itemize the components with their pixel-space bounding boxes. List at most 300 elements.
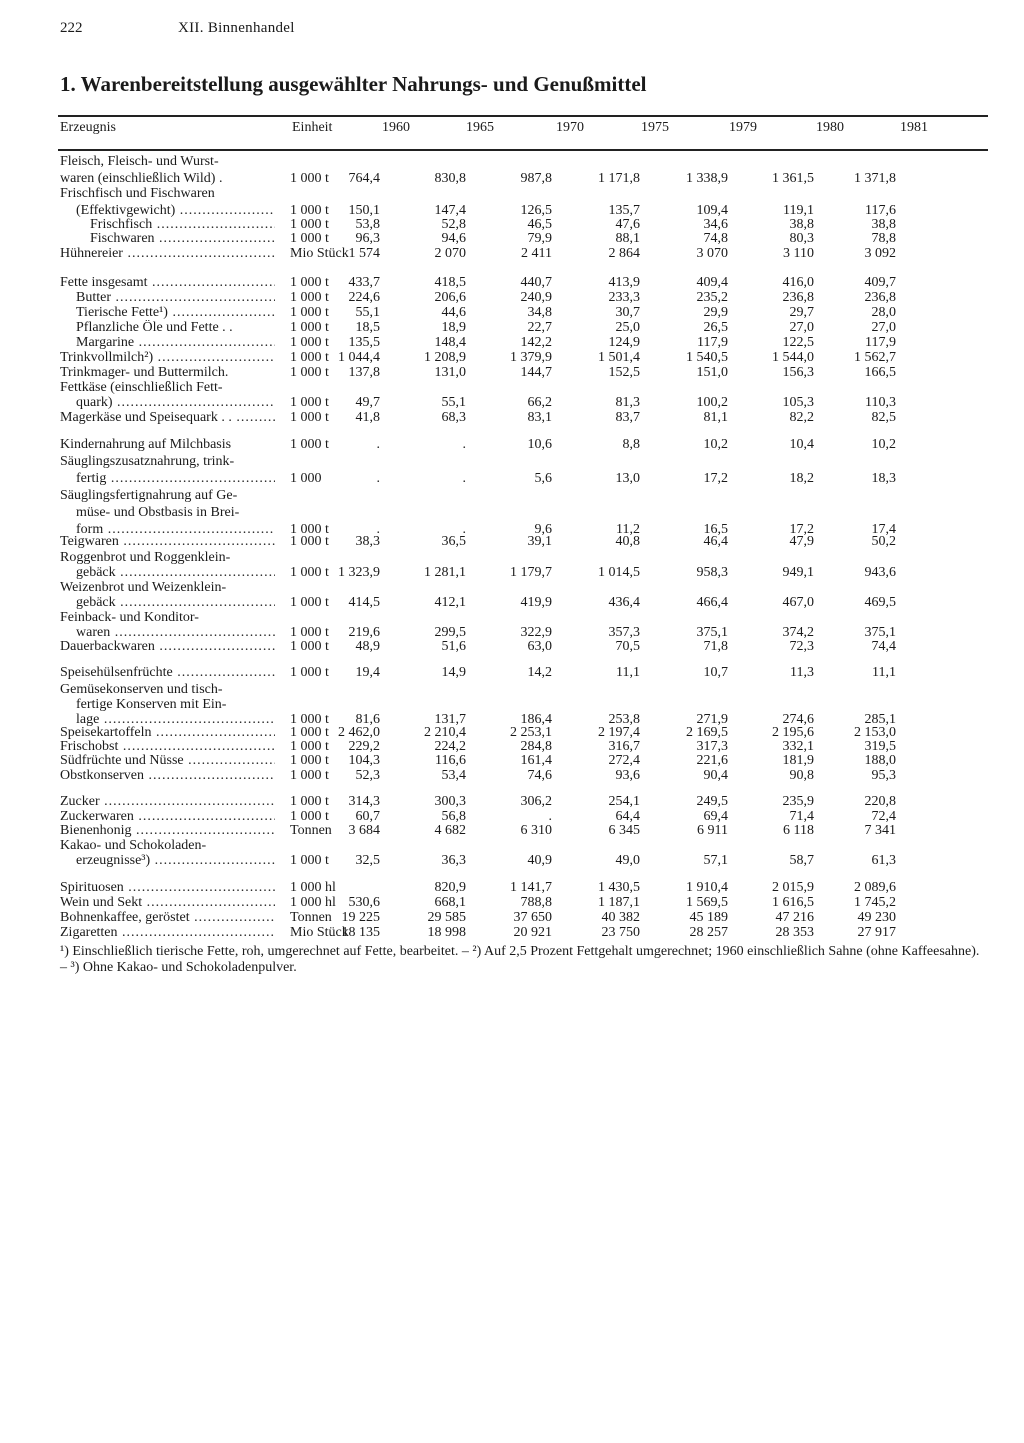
value-cell: 131,7 bbox=[434, 712, 466, 727]
table-row bbox=[60, 853, 990, 868]
table-row bbox=[60, 639, 990, 654]
table-row bbox=[60, 186, 990, 201]
value-cell: 229,2 bbox=[348, 739, 380, 754]
value-cell: 10,2 bbox=[703, 437, 728, 452]
value-cell: 74,6 bbox=[527, 768, 552, 783]
value-cell: 34,8 bbox=[527, 305, 552, 320]
table-row bbox=[60, 682, 990, 697]
value-cell: 13,0 bbox=[615, 471, 640, 486]
row-unit: 1 000 hl bbox=[290, 880, 336, 895]
table-row bbox=[60, 488, 990, 503]
value-cell: 79,9 bbox=[527, 231, 552, 246]
value-cell: 96,3 bbox=[355, 231, 380, 246]
value-cell: 188,0 bbox=[864, 753, 896, 768]
row-label: Zucker ..... bbox=[60, 794, 275, 809]
value-cell: 90,8 bbox=[789, 768, 814, 783]
row-label: Trinkmager- und Buttermilch. bbox=[60, 365, 229, 380]
value-cell: 1 745,2 bbox=[854, 895, 896, 910]
value-cell: 1 430,5 bbox=[598, 880, 640, 895]
row-unit: 1 000 t bbox=[290, 753, 329, 768]
value-cell: 317,3 bbox=[696, 739, 728, 754]
value-cell: 38,8 bbox=[789, 217, 814, 232]
value-cell: 148,4 bbox=[434, 335, 466, 350]
value-cell: 530,6 bbox=[348, 895, 380, 910]
value-cell: 467,0 bbox=[782, 595, 814, 610]
value-cell: 116,6 bbox=[435, 753, 466, 768]
value-cell: 987,8 bbox=[520, 171, 552, 186]
value-cell: 23 750 bbox=[601, 925, 640, 940]
value-cell: 1 208,9 bbox=[424, 350, 466, 365]
value-cell: 124,9 bbox=[608, 335, 640, 350]
value-cell: 20 921 bbox=[513, 925, 552, 940]
row-label: Zigaretten ..... bbox=[60, 925, 275, 940]
value-cell: 81,1 bbox=[703, 410, 728, 425]
value-cell: 74,4 bbox=[871, 639, 896, 654]
table-row bbox=[60, 595, 990, 610]
value-cell: 156,3 bbox=[782, 365, 814, 380]
row-unit: 1 000 t bbox=[290, 725, 329, 740]
row-unit: 1 000 t bbox=[290, 665, 329, 680]
row-label: Frischobst ..... bbox=[60, 739, 275, 754]
row-label: quark) ..... bbox=[60, 395, 275, 410]
value-cell: 1 540,5 bbox=[686, 350, 728, 365]
value-cell: 27,0 bbox=[789, 320, 814, 335]
value-cell: 48,9 bbox=[355, 639, 380, 654]
value-cell: 7 341 bbox=[864, 823, 896, 838]
value-cell: 18,9 bbox=[441, 320, 466, 335]
value-cell: 299,5 bbox=[434, 625, 466, 640]
column-header-6: 1979 bbox=[729, 120, 757, 135]
row-label: fertige Konserven mit Ein- bbox=[76, 697, 227, 712]
value-cell: 2 169,5 bbox=[686, 725, 728, 740]
value-cell: 82,5 bbox=[871, 410, 896, 425]
value-cell: 29,7 bbox=[789, 305, 814, 320]
column-header-1: Einheit bbox=[292, 120, 333, 135]
table-row bbox=[60, 437, 990, 452]
value-cell: 3 092 bbox=[864, 246, 896, 261]
value-cell: 93,6 bbox=[615, 768, 640, 783]
value-cell: 272,4 bbox=[608, 753, 640, 768]
table-row bbox=[60, 350, 990, 365]
value-cell: 3 684 bbox=[348, 823, 380, 838]
table-row bbox=[60, 471, 990, 486]
column-header-7: 1980 bbox=[816, 120, 844, 135]
value-cell: 40,8 bbox=[615, 534, 640, 549]
value-cell: 3 110 bbox=[783, 246, 814, 261]
value-cell: 2 153,0 bbox=[854, 725, 896, 740]
value-cell: 820,9 bbox=[434, 880, 466, 895]
value-cell: 58,7 bbox=[789, 853, 814, 868]
value-cell: 416,0 bbox=[782, 275, 814, 290]
value-cell: 1 574 bbox=[348, 246, 380, 261]
row-label: Spirituosen ..... bbox=[60, 880, 275, 895]
value-cell: 47 216 bbox=[775, 910, 814, 925]
row-label: gebäck ..... bbox=[60, 565, 275, 580]
value-cell: 45 189 bbox=[689, 910, 728, 925]
value-cell: 26,5 bbox=[703, 320, 728, 335]
value-cell: 39,1 bbox=[527, 534, 552, 549]
value-cell: 206,6 bbox=[434, 290, 466, 305]
value-cell: 2 253,1 bbox=[510, 725, 552, 740]
row-label: Fette insgesamt ..... bbox=[60, 275, 275, 290]
row-label: Feinback- und Konditor- bbox=[60, 610, 199, 625]
value-cell: 49,7 bbox=[355, 395, 380, 410]
value-cell: 236,8 bbox=[782, 290, 814, 305]
row-unit: 1 000 t bbox=[290, 853, 329, 868]
value-cell: 440,7 bbox=[520, 275, 552, 290]
table-row bbox=[60, 895, 990, 910]
value-cell: 166,5 bbox=[864, 365, 896, 380]
table-row bbox=[60, 550, 990, 565]
value-cell: 316,7 bbox=[608, 739, 640, 754]
value-cell: 53,4 bbox=[441, 768, 466, 783]
table-row bbox=[60, 305, 990, 320]
row-unit: 1 000 t bbox=[290, 768, 329, 783]
value-cell: 71,4 bbox=[789, 809, 814, 824]
value-cell: 68,3 bbox=[441, 410, 466, 425]
table-row bbox=[60, 753, 990, 768]
row-unit: 1 000 t bbox=[290, 290, 329, 305]
value-cell: 14,9 bbox=[441, 665, 466, 680]
value-cell: 1 361,5 bbox=[772, 171, 814, 186]
row-label: Margarine ..... bbox=[60, 335, 275, 350]
value-cell: . bbox=[376, 522, 380, 537]
value-cell: 409,7 bbox=[864, 275, 896, 290]
row-unit: 1 000 t bbox=[290, 712, 329, 727]
column-header-0: Erzeugnis bbox=[60, 120, 116, 135]
value-cell: 412,1 bbox=[434, 595, 466, 610]
value-cell: 66,2 bbox=[527, 395, 552, 410]
value-cell: 80,3 bbox=[789, 231, 814, 246]
value-cell: 88,1 bbox=[615, 231, 640, 246]
row-label: Fettkäse (einschließlich Fett- bbox=[60, 380, 223, 395]
value-cell: 55,1 bbox=[441, 395, 466, 410]
row-label: Bienenhonig ..... bbox=[60, 823, 275, 838]
row-unit: 1 000 t bbox=[290, 335, 329, 350]
table-row bbox=[60, 725, 990, 740]
column-header-8: 1981 bbox=[900, 120, 928, 135]
row-unit: 1 000 t bbox=[290, 395, 329, 410]
value-cell: . bbox=[376, 437, 380, 452]
value-cell: 47,9 bbox=[789, 534, 814, 549]
table-row bbox=[60, 565, 990, 580]
value-cell: 2 070 bbox=[434, 246, 466, 261]
value-cell: 18,5 bbox=[355, 320, 380, 335]
row-label: Pflanzliche Öle und Fette . . bbox=[76, 320, 233, 335]
value-cell: 1 910,4 bbox=[686, 880, 728, 895]
row-unit: 1 000 t bbox=[290, 625, 329, 640]
row-label: Kindernahrung auf Milchbasis bbox=[60, 437, 232, 452]
value-cell: 49,0 bbox=[615, 853, 640, 868]
value-cell: 1 562,7 bbox=[854, 350, 896, 365]
value-cell: 221,6 bbox=[696, 753, 728, 768]
table-row bbox=[60, 838, 990, 853]
table-row bbox=[60, 410, 990, 425]
value-cell: 220,8 bbox=[864, 794, 896, 809]
value-cell: 38,8 bbox=[871, 217, 896, 232]
value-cell: 1 569,5 bbox=[686, 895, 728, 910]
value-cell: 322,9 bbox=[520, 625, 552, 640]
value-cell: 374,2 bbox=[782, 625, 814, 640]
value-cell: 137,8 bbox=[348, 365, 380, 380]
row-unit: 1 000 hl bbox=[290, 895, 336, 910]
table-row bbox=[60, 171, 990, 186]
value-cell: 28,0 bbox=[871, 305, 896, 320]
value-cell: 10,2 bbox=[871, 437, 896, 452]
table-row bbox=[60, 335, 990, 350]
row-label: Weizenbrot und Weizenklein- bbox=[60, 580, 227, 595]
value-cell: 64,4 bbox=[615, 809, 640, 824]
table-row bbox=[60, 380, 990, 395]
value-cell: 11,2 bbox=[616, 522, 640, 537]
row-label: Zuckerwaren ..... bbox=[60, 809, 275, 824]
value-cell: 49 230 bbox=[857, 910, 896, 925]
value-cell: 151,0 bbox=[696, 365, 728, 380]
row-unit: 1 000 t bbox=[290, 275, 329, 290]
row-unit: 1 000 t bbox=[290, 595, 329, 610]
value-cell: 27,0 bbox=[871, 320, 896, 335]
value-cell: 6 310 bbox=[520, 823, 552, 838]
value-cell: 236,8 bbox=[864, 290, 896, 305]
row-unit: 1 000 t bbox=[290, 171, 329, 186]
value-cell: 81,6 bbox=[355, 712, 380, 727]
value-cell: 254,1 bbox=[608, 794, 640, 809]
row-label: erzeugnisse³) ..... bbox=[60, 853, 275, 868]
value-cell: 52,3 bbox=[355, 768, 380, 783]
column-header-4: 1970 bbox=[556, 120, 584, 135]
value-cell: 253,8 bbox=[608, 712, 640, 727]
value-cell: 17,4 bbox=[871, 522, 896, 537]
row-label: Magerkäse und Speisequark . . ..... bbox=[60, 410, 275, 425]
table-row bbox=[60, 809, 990, 824]
value-cell: 10,7 bbox=[703, 665, 728, 680]
row-label: Wein und Sekt ..... bbox=[60, 895, 275, 910]
value-cell: 2 210,4 bbox=[424, 725, 466, 740]
value-cell: 409,4 bbox=[696, 275, 728, 290]
row-label: Frischfisch ..... bbox=[60, 217, 275, 232]
value-cell: 1 171,8 bbox=[598, 171, 640, 186]
value-cell: 2 462,0 bbox=[338, 725, 380, 740]
row-label: Säuglingszusatznahrung, trink- bbox=[60, 454, 235, 469]
value-cell: 9,6 bbox=[534, 522, 552, 537]
value-cell: 314,3 bbox=[348, 794, 380, 809]
value-cell: 27 917 bbox=[857, 925, 896, 940]
value-cell: 6 345 bbox=[608, 823, 640, 838]
value-cell: 274,6 bbox=[782, 712, 814, 727]
value-cell: . bbox=[462, 471, 466, 486]
table-row bbox=[60, 454, 990, 469]
value-cell: 60,7 bbox=[355, 809, 380, 824]
row-label: Kakao- und Schokoladen- bbox=[60, 838, 207, 853]
value-cell: 2 197,4 bbox=[598, 725, 640, 740]
value-cell: 6 118 bbox=[783, 823, 814, 838]
value-cell: 233,3 bbox=[608, 290, 640, 305]
value-cell: 375,1 bbox=[696, 625, 728, 640]
table-row bbox=[60, 739, 990, 754]
row-unit: 1 000 t bbox=[290, 809, 329, 824]
value-cell: 469,5 bbox=[864, 595, 896, 610]
value-cell: 82,2 bbox=[789, 410, 814, 425]
value-cell: 1 187,1 bbox=[598, 895, 640, 910]
row-label: lage ..... bbox=[60, 712, 275, 727]
value-cell: 40,9 bbox=[527, 853, 552, 868]
value-cell: 17,2 bbox=[789, 522, 814, 537]
value-cell: 10,6 bbox=[527, 437, 552, 452]
value-cell: 34,6 bbox=[703, 217, 728, 232]
value-cell: 235,9 bbox=[782, 794, 814, 809]
row-label: Frischfisch und Fischwaren bbox=[60, 186, 215, 201]
value-cell: 122,5 bbox=[782, 335, 814, 350]
value-cell: 32,5 bbox=[355, 853, 380, 868]
value-cell: 71,8 bbox=[703, 639, 728, 654]
table-row bbox=[60, 365, 990, 380]
table-row bbox=[60, 925, 990, 940]
value-cell: 306,2 bbox=[520, 794, 552, 809]
value-cell: 69,4 bbox=[703, 809, 728, 824]
value-cell: 375,1 bbox=[864, 625, 896, 640]
value-cell: 95,3 bbox=[871, 768, 896, 783]
value-cell: 47,6 bbox=[615, 217, 640, 232]
value-cell: 100,2 bbox=[696, 395, 728, 410]
value-cell: 46,5 bbox=[527, 217, 552, 232]
value-cell: 44,6 bbox=[441, 305, 466, 320]
row-unit: 1 000 t bbox=[290, 305, 329, 320]
value-cell: 668,1 bbox=[434, 895, 466, 910]
value-cell: 72,4 bbox=[871, 809, 896, 824]
value-cell: 18,2 bbox=[789, 471, 814, 486]
value-cell: 83,7 bbox=[615, 410, 640, 425]
row-unit: Tonnen bbox=[290, 823, 332, 838]
chapter-title: XII. Binnenhandel bbox=[178, 20, 295, 36]
value-cell: 414,5 bbox=[348, 595, 380, 610]
table-row bbox=[60, 395, 990, 410]
value-cell: 105,3 bbox=[782, 395, 814, 410]
row-unit: 1 000 t bbox=[290, 217, 329, 232]
value-cell: 110,3 bbox=[865, 395, 896, 410]
row-unit: 1 000 t bbox=[290, 365, 329, 380]
value-cell: 55,1 bbox=[355, 305, 380, 320]
row-label: waren ..... bbox=[60, 625, 275, 640]
value-cell: 126,5 bbox=[520, 203, 552, 218]
value-cell: 1 323,9 bbox=[338, 565, 380, 580]
value-cell: 41,8 bbox=[355, 410, 380, 425]
value-cell: 70,5 bbox=[615, 639, 640, 654]
value-cell: 63,0 bbox=[527, 639, 552, 654]
value-cell: 142,2 bbox=[520, 335, 552, 350]
value-cell: 51,6 bbox=[441, 639, 466, 654]
value-cell: . bbox=[462, 437, 466, 452]
value-cell: 17,2 bbox=[703, 471, 728, 486]
footnotes: ¹) Einschließlich tierische Fette, roh, umgerechnet auf Fette, bearbeitet. – ²) Auf 2,5 Prozent Fettgehalt umgerechnet; 1960 einschließlich Sahne (ohne Kaffeesahne). – ³) Ohne Kakao- und Schokoladenpulver. bbox=[60, 944, 980, 975]
value-cell: 18 135 bbox=[341, 925, 380, 940]
value-cell: 29,9 bbox=[703, 305, 728, 320]
value-cell: 958,3 bbox=[696, 565, 728, 580]
value-cell: 53,8 bbox=[355, 217, 380, 232]
table-row bbox=[60, 505, 990, 520]
table-row bbox=[60, 580, 990, 595]
value-cell: 240,9 bbox=[520, 290, 552, 305]
table-row bbox=[60, 246, 990, 261]
row-label: form ..... bbox=[60, 522, 275, 537]
value-cell: 4 682 bbox=[434, 823, 466, 838]
value-cell: 2 864 bbox=[608, 246, 640, 261]
value-cell: 36,3 bbox=[441, 853, 466, 868]
row-label: Tierische Fette¹) ..... bbox=[60, 305, 275, 320]
value-cell: 764,4 bbox=[348, 171, 380, 186]
row-unit: Mio Stück bbox=[290, 246, 349, 261]
value-cell: 104,3 bbox=[348, 753, 380, 768]
value-cell: 10,4 bbox=[789, 437, 814, 452]
value-cell: 1 281,1 bbox=[424, 565, 466, 580]
value-cell: 16,5 bbox=[703, 522, 728, 537]
column-header-3: 1965 bbox=[466, 120, 494, 135]
value-cell: 224,2 bbox=[434, 739, 466, 754]
value-cell: 152,5 bbox=[608, 365, 640, 380]
value-cell: 11,1 bbox=[872, 665, 896, 680]
column-header-5: 1975 bbox=[641, 120, 669, 135]
table-row bbox=[60, 231, 990, 246]
value-cell: 131,0 bbox=[434, 365, 466, 380]
row-unit: 1 000 t bbox=[290, 320, 329, 335]
value-cell: 2 411 bbox=[521, 246, 552, 261]
value-cell: 22,7 bbox=[527, 320, 552, 335]
row-unit: 1 000 t bbox=[290, 794, 329, 809]
row-unit: 1 000 t bbox=[290, 410, 329, 425]
row-unit: 1 000 t bbox=[290, 350, 329, 365]
row-unit: 1 000 t bbox=[290, 231, 329, 246]
value-cell: 418,5 bbox=[434, 275, 466, 290]
value-cell: . bbox=[548, 809, 552, 824]
value-cell: 29 585 bbox=[427, 910, 466, 925]
value-cell: 19,4 bbox=[355, 665, 380, 680]
value-cell: 1 544,0 bbox=[772, 350, 814, 365]
value-cell: 3 070 bbox=[696, 246, 728, 261]
row-unit: Tonnen bbox=[290, 910, 332, 925]
value-cell: 30,7 bbox=[615, 305, 640, 320]
value-cell: 433,7 bbox=[348, 275, 380, 290]
value-cell: 1 338,9 bbox=[686, 171, 728, 186]
value-cell: 18 998 bbox=[427, 925, 466, 940]
table-header-rule bbox=[58, 149, 988, 151]
value-cell: 285,1 bbox=[864, 712, 896, 727]
value-cell: 36,5 bbox=[441, 534, 466, 549]
value-cell: 943,6 bbox=[864, 565, 896, 580]
table-row bbox=[60, 154, 990, 169]
table-row bbox=[60, 203, 990, 218]
value-cell: 150,1 bbox=[348, 203, 380, 218]
row-label: Speisekartoffeln ..... bbox=[60, 725, 275, 740]
value-cell: 2 089,6 bbox=[854, 880, 896, 895]
value-cell: 1 044,4 bbox=[338, 350, 380, 365]
value-cell: 57,1 bbox=[703, 853, 728, 868]
value-cell: 28 353 bbox=[775, 925, 814, 940]
row-label: Hühnereier ..... bbox=[60, 246, 275, 261]
row-label: Butter ..... bbox=[60, 290, 275, 305]
value-cell: 788,8 bbox=[520, 895, 552, 910]
row-label: Fischwaren ..... bbox=[60, 231, 275, 246]
value-cell: 5,6 bbox=[534, 471, 552, 486]
column-header-2: 1960 bbox=[382, 120, 410, 135]
value-cell: 11,1 bbox=[616, 665, 640, 680]
table-row bbox=[60, 823, 990, 838]
table-row bbox=[60, 217, 990, 232]
value-cell: 61,3 bbox=[871, 853, 896, 868]
value-cell: 219,6 bbox=[348, 625, 380, 640]
value-cell: 332,1 bbox=[782, 739, 814, 754]
value-cell: 147,4 bbox=[434, 203, 466, 218]
value-cell: 52,8 bbox=[441, 217, 466, 232]
value-cell: 300,3 bbox=[434, 794, 466, 809]
